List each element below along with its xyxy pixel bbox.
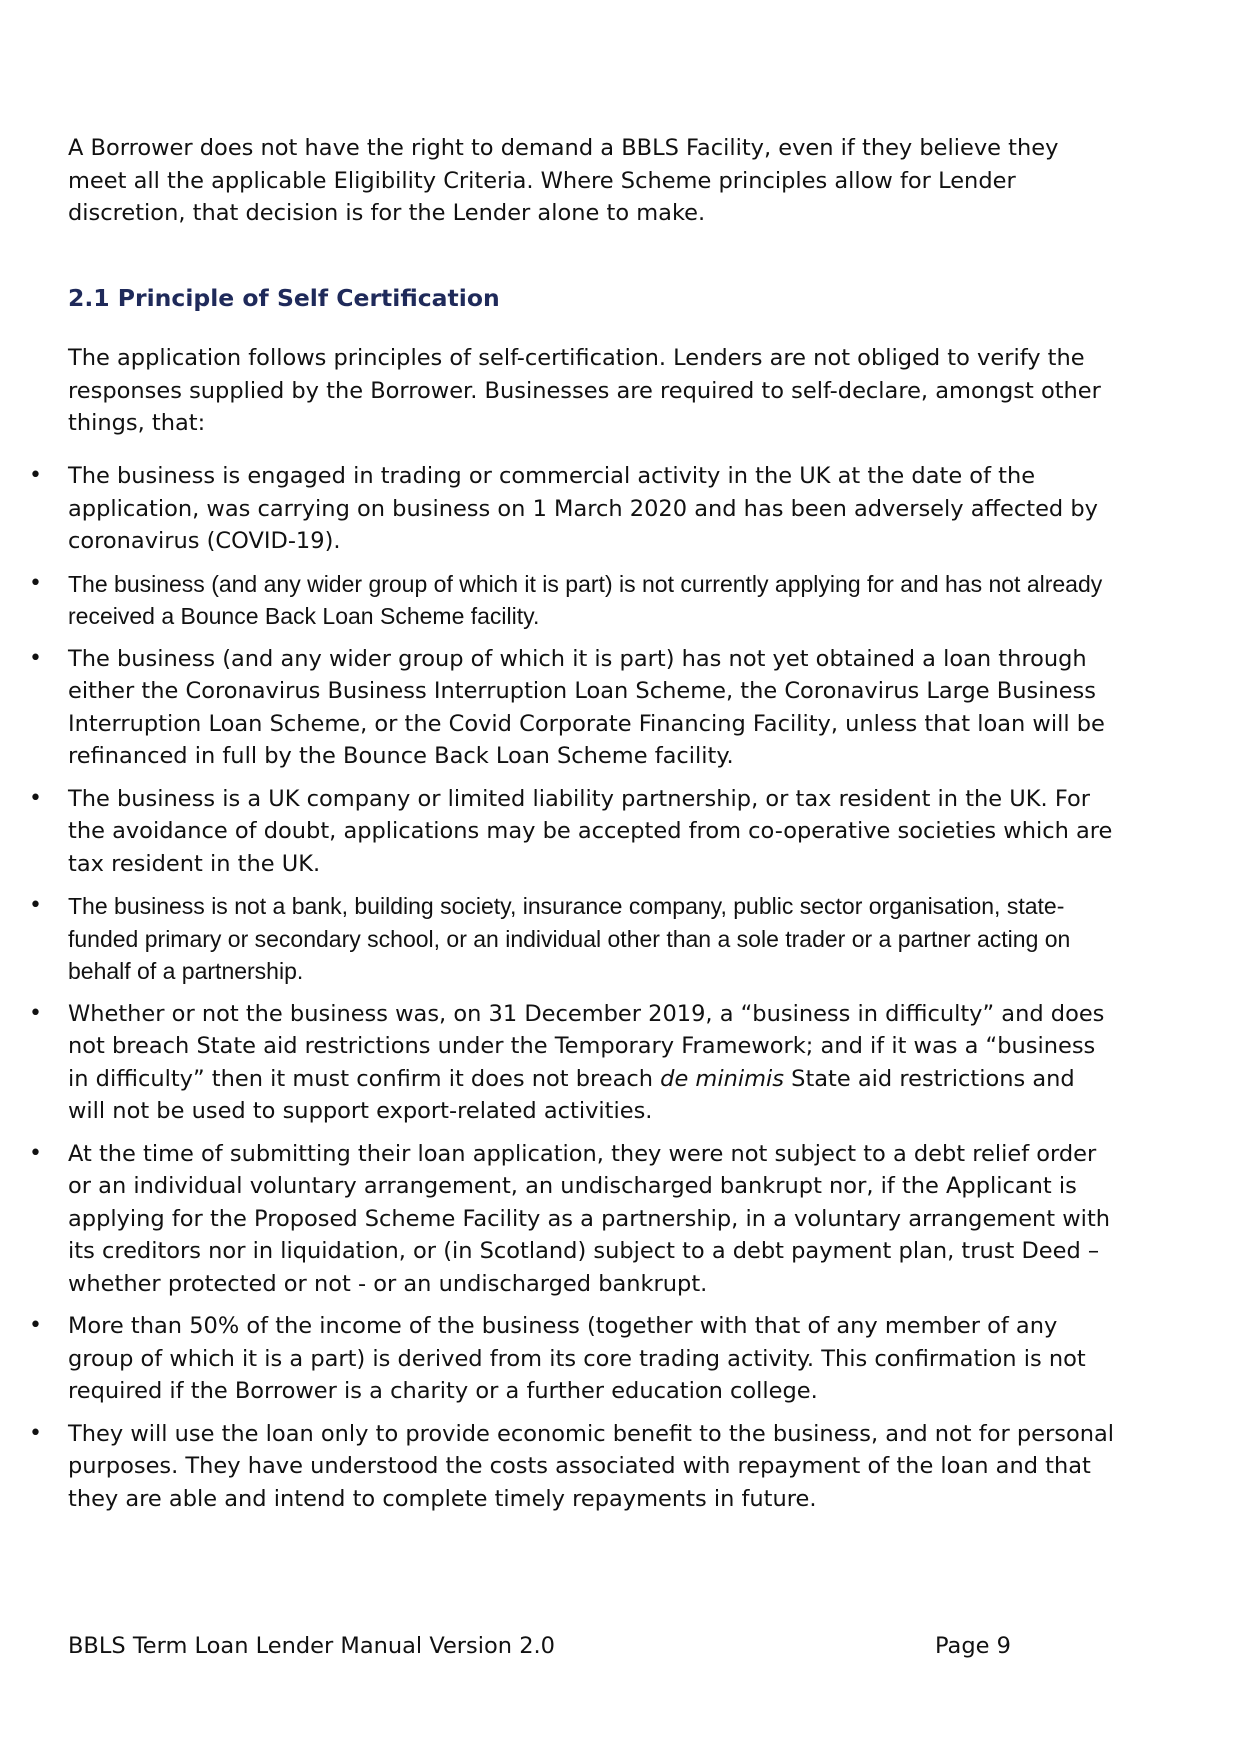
- bullet-icon: •: [29, 893, 42, 918]
- declaration-list: [0, 460, 1242, 1525]
- bullet-icon: •: [29, 1000, 42, 1026]
- list-item-text: The business (and any wider group of which it is part) has not yet obtained a loan through either the Coronavirus Business Interruption Loan Scheme, the Coronavirus Large Business Interruption Loan Scheme, or the Covid Corporate Financing Facility, unless that loan will be refinanced in full by the Bounce Back Loan Scheme facility.: [68, 645, 1105, 769]
- list-item: [0, 1418, 1118, 1516]
- list-item-text: The business is engaged in trading or commercial activity in the UK at the date of the application, was carrying on business on 1 March 2020 and has been adversely affected by coronavirus (COVID-19).: [68, 463, 1098, 554]
- list-item-emphasis: de minimis: [660, 1065, 785, 1092]
- intro-paragraph: A Borrower does not have the right to demand a BBLS Facility, even if they believe they meet all the applicable Eligibility Criteria. Where Scheme principles allow for Lender discretion, that decision is for the Lender alone to make.: [68, 135, 1059, 226]
- bullet-icon: •: [29, 463, 42, 488]
- list-item-text-after: State aid restrictions and will not be used to support export-related activities.: [68, 1065, 1075, 1124]
- list-item-text: The business (and any wider group of which it is part) is not currently applying for and has not already received a Bounce Back Loan Scheme facility.: [68, 570, 1103, 629]
- footer-page-number: Page 9: [935, 1633, 1011, 1659]
- list-item: [0, 998, 1118, 1128]
- list-item: [0, 890, 1118, 988]
- list-item: [0, 1138, 1118, 1301]
- list-item-text: The business is not a bank, building society, insurance company, public sector organisation, state-funded primary or secondary school, or an individual other than a sole trader or a partner acting on behalf of a partnership.: [68, 893, 1071, 984]
- list-item-text: At the time of submitting their loan application, they were not subject to a debt relief order or an individual voluntary arrangement, an undischarged bankrupt nor, if the Applicant is applying for the Proposed Scheme Facility as a partnership, in a voluntary arrangement with its creditors nor in liquidation, or (in Scotland) subject to a debt payment plan, trust Deed – whether protected or not - or an undischarged bankrupt.: [68, 1140, 1111, 1297]
- bullet-icon: •: [29, 645, 42, 671]
- list-item: [0, 643, 1118, 773]
- list-item-text: The business is a UK company or limited liability partnership, or tax resident in the UK. For the avoidance of doubt, applications may be accepted from co-operative societies which are tax resident in the UK.: [68, 785, 1113, 877]
- list-item-text-before: Whether or not the business was, on 31 December 2019, a “business in difficulty” and does not breach State aid restrictions under the Temporary Framework; and if it was a “business in difficulty” then it must confirm it does not breach: [68, 1000, 1105, 1092]
- list-item: [0, 460, 1118, 558]
- bullet-icon: •: [29, 570, 42, 596]
- list-item: [0, 783, 1118, 881]
- bullet-icon: •: [29, 785, 42, 811]
- list-item-text: [68, 1001, 1104, 1125]
- list-item: [0, 568, 1118, 633]
- list-item-text: More than 50% of the income of the business (together with that of any member of any group of which it is a part) is derived from its core trading activity. This confirmation is not required if the Borrower is a charity or a further education college.: [68, 1313, 1086, 1404]
- section-heading: 2.1 Principle of Self Certification: [68, 284, 500, 312]
- section-lead-paragraph: The application follows principles of self-certification. Lenders are not obliged to verify the responses supplied by the Borrower. Businesses are required to self-declare, amongst other things, that:: [68, 345, 1101, 436]
- list-item-text: They will use the loan only to provide economic benefit to the business, and not for personal purposes. They have understood the costs associated with repayment of the loan and that they are able and intend to complete timely repayments in future.: [68, 1420, 1115, 1512]
- footer-document-title: BBLS Term Loan Lender Manual Version 2.0: [68, 1633, 555, 1659]
- bullet-icon: •: [29, 1420, 42, 1446]
- bullet-icon: •: [29, 1313, 42, 1338]
- bullet-icon: •: [29, 1140, 42, 1166]
- list-item: [0, 1310, 1118, 1408]
